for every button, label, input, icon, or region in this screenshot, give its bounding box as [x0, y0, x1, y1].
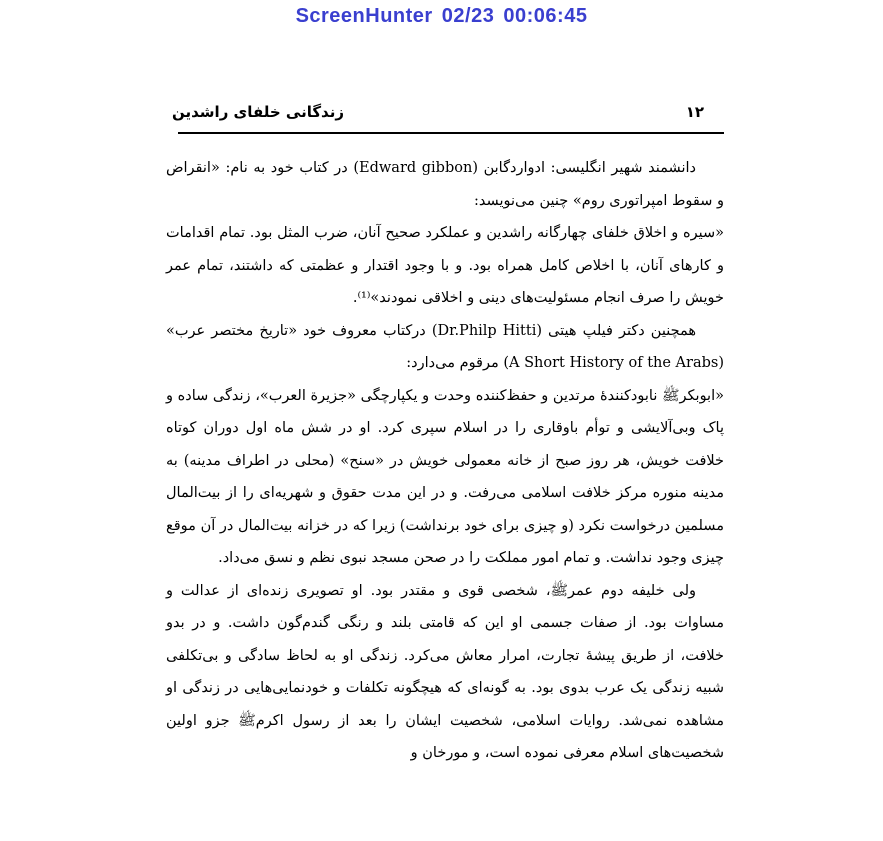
paragraph-abubakr-quote: «ابوبکرﷺ نابودکنندۀ مرتدین و حفظ‌کننده وحدت و یکپارچگی «جزیرة العرب»، زندگی ساده و پاک وبی‌آلایشی و توأم باوقاری را در اسلام سپری کرد. او در شش ماه اول دوران کوتاه خلافت خویش، هر روز صبح از خانه معمولی خویش در «سنح» (محلی در اطراف مدینه) به مدینه منوره مرکز خلافت اسلامی می‌رفت. و در این مدت حقوق و شهریه‌ای را از بیت‌المال مسلمین درخواست نکرد (و چیزی برای خود برنداشت) زیرا که در خزانه بیت‌المال در آن موقع چیزی وجود نداشت. و تمام امور مملکت را در صحن مسجد نبوی نظم و نسق می‌داد.: [166, 387, 724, 566]
screenhunter-watermark: ScreenHunter 02/23 00:06:45: [295, 5, 588, 27]
paragraph-gibbon-quote: «سیره و اخلاق خلفای چهارگانه راشدین و عملکرد صحیح آنان، ضرب المثل بود. تمام اقدامات و کارهای آنان، با اخلاص کامل همراه بود. و با وجود اقتدار و عظمتی که داشتند، تمام عمر خویش را صرف انجام مسئولیت‌های دینی و اخلاقی نمودند»⁽¹⁾.: [166, 225, 724, 306]
page-number: ۱۲: [685, 103, 704, 121]
paragraph-umar: ولی خلیفه دوم عمرﷺ، شخصی قوی و مقتدر بود. او تصویری زنده‌ای از عدالت و مساوات بود. از صفات جسمی او این که قامتی بلند و رنگی گندم‌گون داشت. و در بدو خلافت، از طریق پیشۀ تجارت، امرار معاش می‌کرد. زندگی او به لحاظ سادگی و بی‌تکلفی شبیه زندگی یک عرب بدوی بود. به گونه‌ای که هیچگونه تکلفات و خودنمایی‌هایی در زندگی او مشاهده نمی‌شد. روایات اسلامی، شخصیت ایشان را بعد از رسول اکرمﷺ جزو اولین شخصیت‌های اسلام معرفی نموده است، و مورخان و: [166, 582, 724, 761]
running-title: زندگانی خلفای راشدین: [172, 103, 344, 121]
page-body: [166, 152, 724, 770]
page-header: [172, 100, 724, 134]
paragraph-hitti-intro: همچنین دکتر فیلپ هیتی (Dr.Philp Hitti) درکتاب معروف خود «تاریخ مختصر عرب» (A Short History of the Arabs) مرقوم می‌دارد:: [166, 322, 724, 371]
paragraph-gibbon-intro: دانشمند شهیر انگلیسی: ادواردگابن (Edward gibbon) در کتاب خود به نام: «انقراض و سقوط امپراتوری روم» چنین می‌نویسد:: [166, 160, 724, 209]
